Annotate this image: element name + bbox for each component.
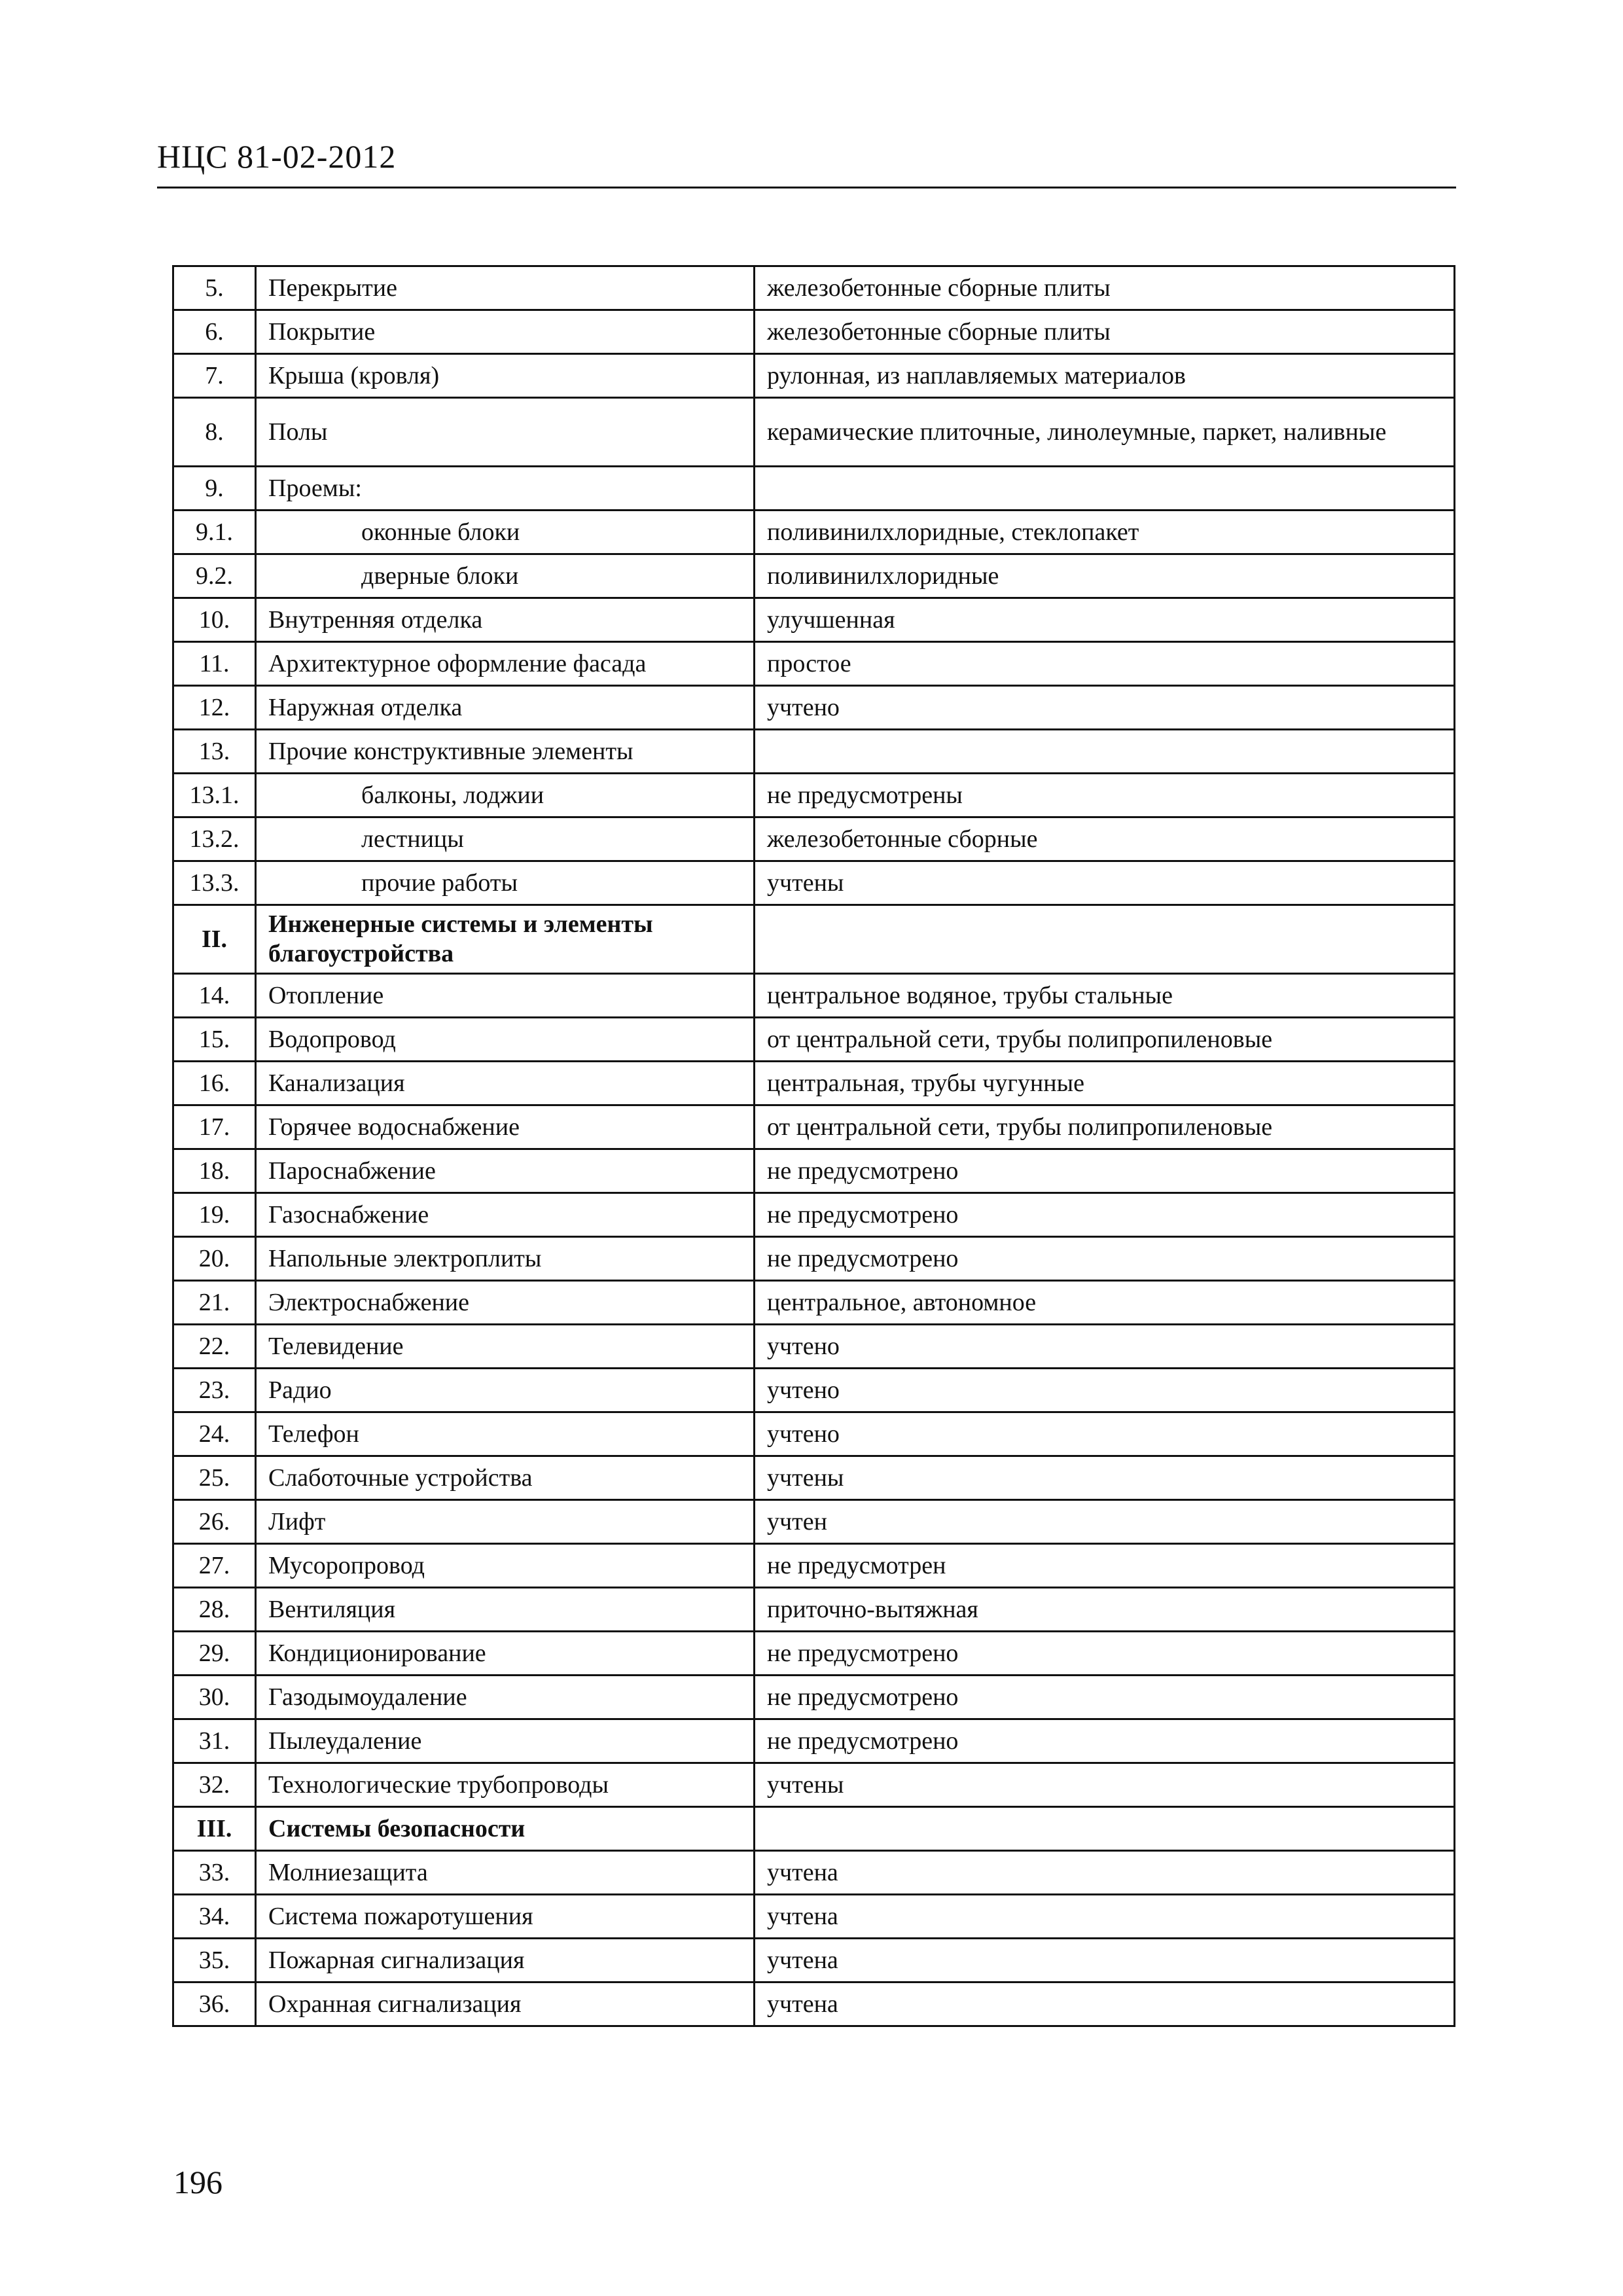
element-name: Пожарная сигнализация <box>256 1939 755 1982</box>
element-name: Отопление <box>256 974 755 1018</box>
table-row <box>173 1588 1455 1632</box>
element-value: учтена <box>755 1939 1455 1982</box>
row-number: 13.2. <box>173 817 256 861</box>
row-number: 25. <box>173 1456 256 1500</box>
element-name: Телевидение <box>256 1325 755 1369</box>
element-name: балконы, лоджии <box>256 774 755 817</box>
table-row <box>173 1632 1455 1676</box>
document-code-header: НЦС 81-02-2012 <box>157 138 397 175</box>
row-number: 7. <box>173 354 256 398</box>
table-row <box>173 861 1455 905</box>
table-row <box>173 1676 1455 1719</box>
row-number: 26. <box>173 1500 256 1544</box>
row-number: 12. <box>173 686 256 730</box>
element-name: Охранная сигнализация <box>256 1982 755 2026</box>
row-number: 33. <box>173 1851 256 1895</box>
element-value: поливинилхлоридные, стеклопакет <box>755 511 1455 554</box>
table-row <box>173 1851 1455 1895</box>
table-row <box>173 1412 1455 1456</box>
table-row <box>173 1719 1455 1763</box>
section-row <box>173 1807 1455 1851</box>
row-number: 9.1. <box>173 511 256 554</box>
element-name: Вентиляция <box>256 1588 755 1632</box>
row-number: 20. <box>173 1237 256 1281</box>
element-value: не предусмотрено <box>755 1632 1455 1676</box>
element-name: Внутренняя отделка <box>256 598 755 642</box>
element-name: Горячее водоснабжение <box>256 1105 755 1149</box>
element-name: оконные блоки <box>256 511 755 554</box>
table-row <box>173 817 1455 861</box>
table-row <box>173 554 1455 598</box>
element-value <box>755 905 1455 974</box>
element-value: учтено <box>755 686 1455 730</box>
element-name: Технологические трубопроводы <box>256 1763 755 1807</box>
table-row <box>173 1982 1455 2026</box>
element-name: Водопровод <box>256 1018 755 1062</box>
table-row <box>173 730 1455 774</box>
element-name: Покрытие <box>256 310 755 354</box>
element-name: Наружная отделка <box>256 686 755 730</box>
row-number: 13.1. <box>173 774 256 817</box>
element-value: учтен <box>755 1500 1455 1544</box>
table-row <box>173 1939 1455 1982</box>
element-name: Лифт <box>256 1500 755 1544</box>
row-number: 34. <box>173 1895 256 1939</box>
element-name: Напольные электроплиты <box>256 1237 755 1281</box>
element-value: не предусмотрено <box>755 1193 1455 1237</box>
element-value <box>755 467 1455 511</box>
element-value: от центральной сети, трубы полипропиленовые <box>755 1105 1455 1149</box>
row-number: 19. <box>173 1193 256 1237</box>
table-row <box>173 266 1455 310</box>
element-name: Прочие конструктивные элементы <box>256 730 755 774</box>
row-number: 5. <box>173 266 256 310</box>
element-name: Радио <box>256 1369 755 1412</box>
row-number: 31. <box>173 1719 256 1763</box>
table-row <box>173 686 1455 730</box>
element-name: Пароснабжение <box>256 1149 755 1193</box>
table-row <box>173 1237 1455 1281</box>
element-value: керамические плиточные, линолеумные, паркет, наливные <box>755 398 1455 467</box>
table-row <box>173 1544 1455 1588</box>
element-name: Молниезащита <box>256 1851 755 1895</box>
element-name: Полы <box>256 398 755 467</box>
row-number: 28. <box>173 1588 256 1632</box>
row-number: 30. <box>173 1676 256 1719</box>
element-name: Телефон <box>256 1412 755 1456</box>
element-name: Мусоропровод <box>256 1544 755 1588</box>
element-name: прочие работы <box>256 861 755 905</box>
table-row <box>173 642 1455 686</box>
element-value: учтены <box>755 1456 1455 1500</box>
section-title: Инженерные системы и элементы благоустройства <box>256 905 755 974</box>
element-value: учтены <box>755 861 1455 905</box>
row-number: 29. <box>173 1632 256 1676</box>
row-number: 32. <box>173 1763 256 1807</box>
section-title: Системы безопасности <box>256 1807 755 1851</box>
element-name: Электроснабжение <box>256 1281 755 1325</box>
element-name: Архитектурное оформление фасада <box>256 642 755 686</box>
element-value: не предусмотрено <box>755 1149 1455 1193</box>
element-value: поливинилхлоридные <box>755 554 1455 598</box>
element-value <box>755 1807 1455 1851</box>
element-value: учтена <box>755 1895 1455 1939</box>
specification-table <box>172 265 1455 2027</box>
element-name: лестницы <box>256 817 755 861</box>
section-number: II. <box>173 905 256 974</box>
row-number: 23. <box>173 1369 256 1412</box>
element-value: учтена <box>755 1851 1455 1895</box>
table-row <box>173 774 1455 817</box>
table-row <box>173 1369 1455 1412</box>
header-divider <box>157 187 1456 188</box>
element-name: Слаботочные устройства <box>256 1456 755 1500</box>
row-number: 24. <box>173 1412 256 1456</box>
row-number: 21. <box>173 1281 256 1325</box>
row-number: 18. <box>173 1149 256 1193</box>
row-number: 15. <box>173 1018 256 1062</box>
table-row <box>173 1456 1455 1500</box>
row-number: 9. <box>173 467 256 511</box>
section-row <box>173 905 1455 974</box>
element-value: учтено <box>755 1412 1455 1456</box>
element-value: улучшенная <box>755 598 1455 642</box>
element-value: не предусмотрен <box>755 1544 1455 1588</box>
element-name: Крыша (кровля) <box>256 354 755 398</box>
element-value: железобетонные сборные плиты <box>755 310 1455 354</box>
table-row <box>173 1281 1455 1325</box>
section-number: III. <box>173 1807 256 1851</box>
element-value: железобетонные сборные <box>755 817 1455 861</box>
element-value: рулонная, из наплавляемых материалов <box>755 354 1455 398</box>
element-value: центральное водяное, трубы стальные <box>755 974 1455 1018</box>
table-row <box>173 310 1455 354</box>
element-value: не предусмотрено <box>755 1237 1455 1281</box>
table-row <box>173 1895 1455 1939</box>
row-number: 35. <box>173 1939 256 1982</box>
row-number: 27. <box>173 1544 256 1588</box>
row-number: 8. <box>173 398 256 467</box>
table-row <box>173 467 1455 511</box>
element-value: учтено <box>755 1369 1455 1412</box>
table-row <box>173 1763 1455 1807</box>
row-number: 6. <box>173 310 256 354</box>
row-number: 16. <box>173 1062 256 1105</box>
element-value: центральная, трубы чугунные <box>755 1062 1455 1105</box>
element-value: простое <box>755 642 1455 686</box>
element-name: Канализация <box>256 1062 755 1105</box>
element-name: Проемы: <box>256 467 755 511</box>
table-row <box>173 1105 1455 1149</box>
row-number: 10. <box>173 598 256 642</box>
row-number: 22. <box>173 1325 256 1369</box>
element-name: Система пожаротушения <box>256 1895 755 1939</box>
element-value: не предусмотрено <box>755 1676 1455 1719</box>
element-name: Кондиционирование <box>256 1632 755 1676</box>
table-row <box>173 398 1455 467</box>
element-name: Газодымоудаление <box>256 1676 755 1719</box>
element-value: центральное, автономное <box>755 1281 1455 1325</box>
table-row <box>173 598 1455 642</box>
page-number: 196 <box>173 2164 223 2200</box>
element-name: Перекрытие <box>256 266 755 310</box>
element-name: Пылеудаление <box>256 1719 755 1763</box>
row-number: 9.2. <box>173 554 256 598</box>
row-number: 13. <box>173 730 256 774</box>
table-row <box>173 1149 1455 1193</box>
element-value: учтена <box>755 1982 1455 2026</box>
row-number: 14. <box>173 974 256 1018</box>
element-value: железобетонные сборные плиты <box>755 266 1455 310</box>
row-number: 17. <box>173 1105 256 1149</box>
element-name: дверные блоки <box>256 554 755 598</box>
table-row <box>173 511 1455 554</box>
table-row <box>173 1500 1455 1544</box>
element-name: Газоснабжение <box>256 1193 755 1237</box>
element-value: не предусмотрено <box>755 1719 1455 1763</box>
element-value: не предусмотрены <box>755 774 1455 817</box>
table-row <box>173 1018 1455 1062</box>
row-number: 11. <box>173 642 256 686</box>
element-value <box>755 730 1455 774</box>
table-row <box>173 1325 1455 1369</box>
element-value: учтено <box>755 1325 1455 1369</box>
element-value: от центральной сети, трубы полипропиленовые <box>755 1018 1455 1062</box>
table-row <box>173 974 1455 1018</box>
row-number: 36. <box>173 1982 256 2026</box>
row-number: 13.3. <box>173 861 256 905</box>
element-value: приточно-вытяжная <box>755 1588 1455 1632</box>
table-row <box>173 1062 1455 1105</box>
element-value: учтены <box>755 1763 1455 1807</box>
table-row <box>173 1193 1455 1237</box>
table-row <box>173 354 1455 398</box>
